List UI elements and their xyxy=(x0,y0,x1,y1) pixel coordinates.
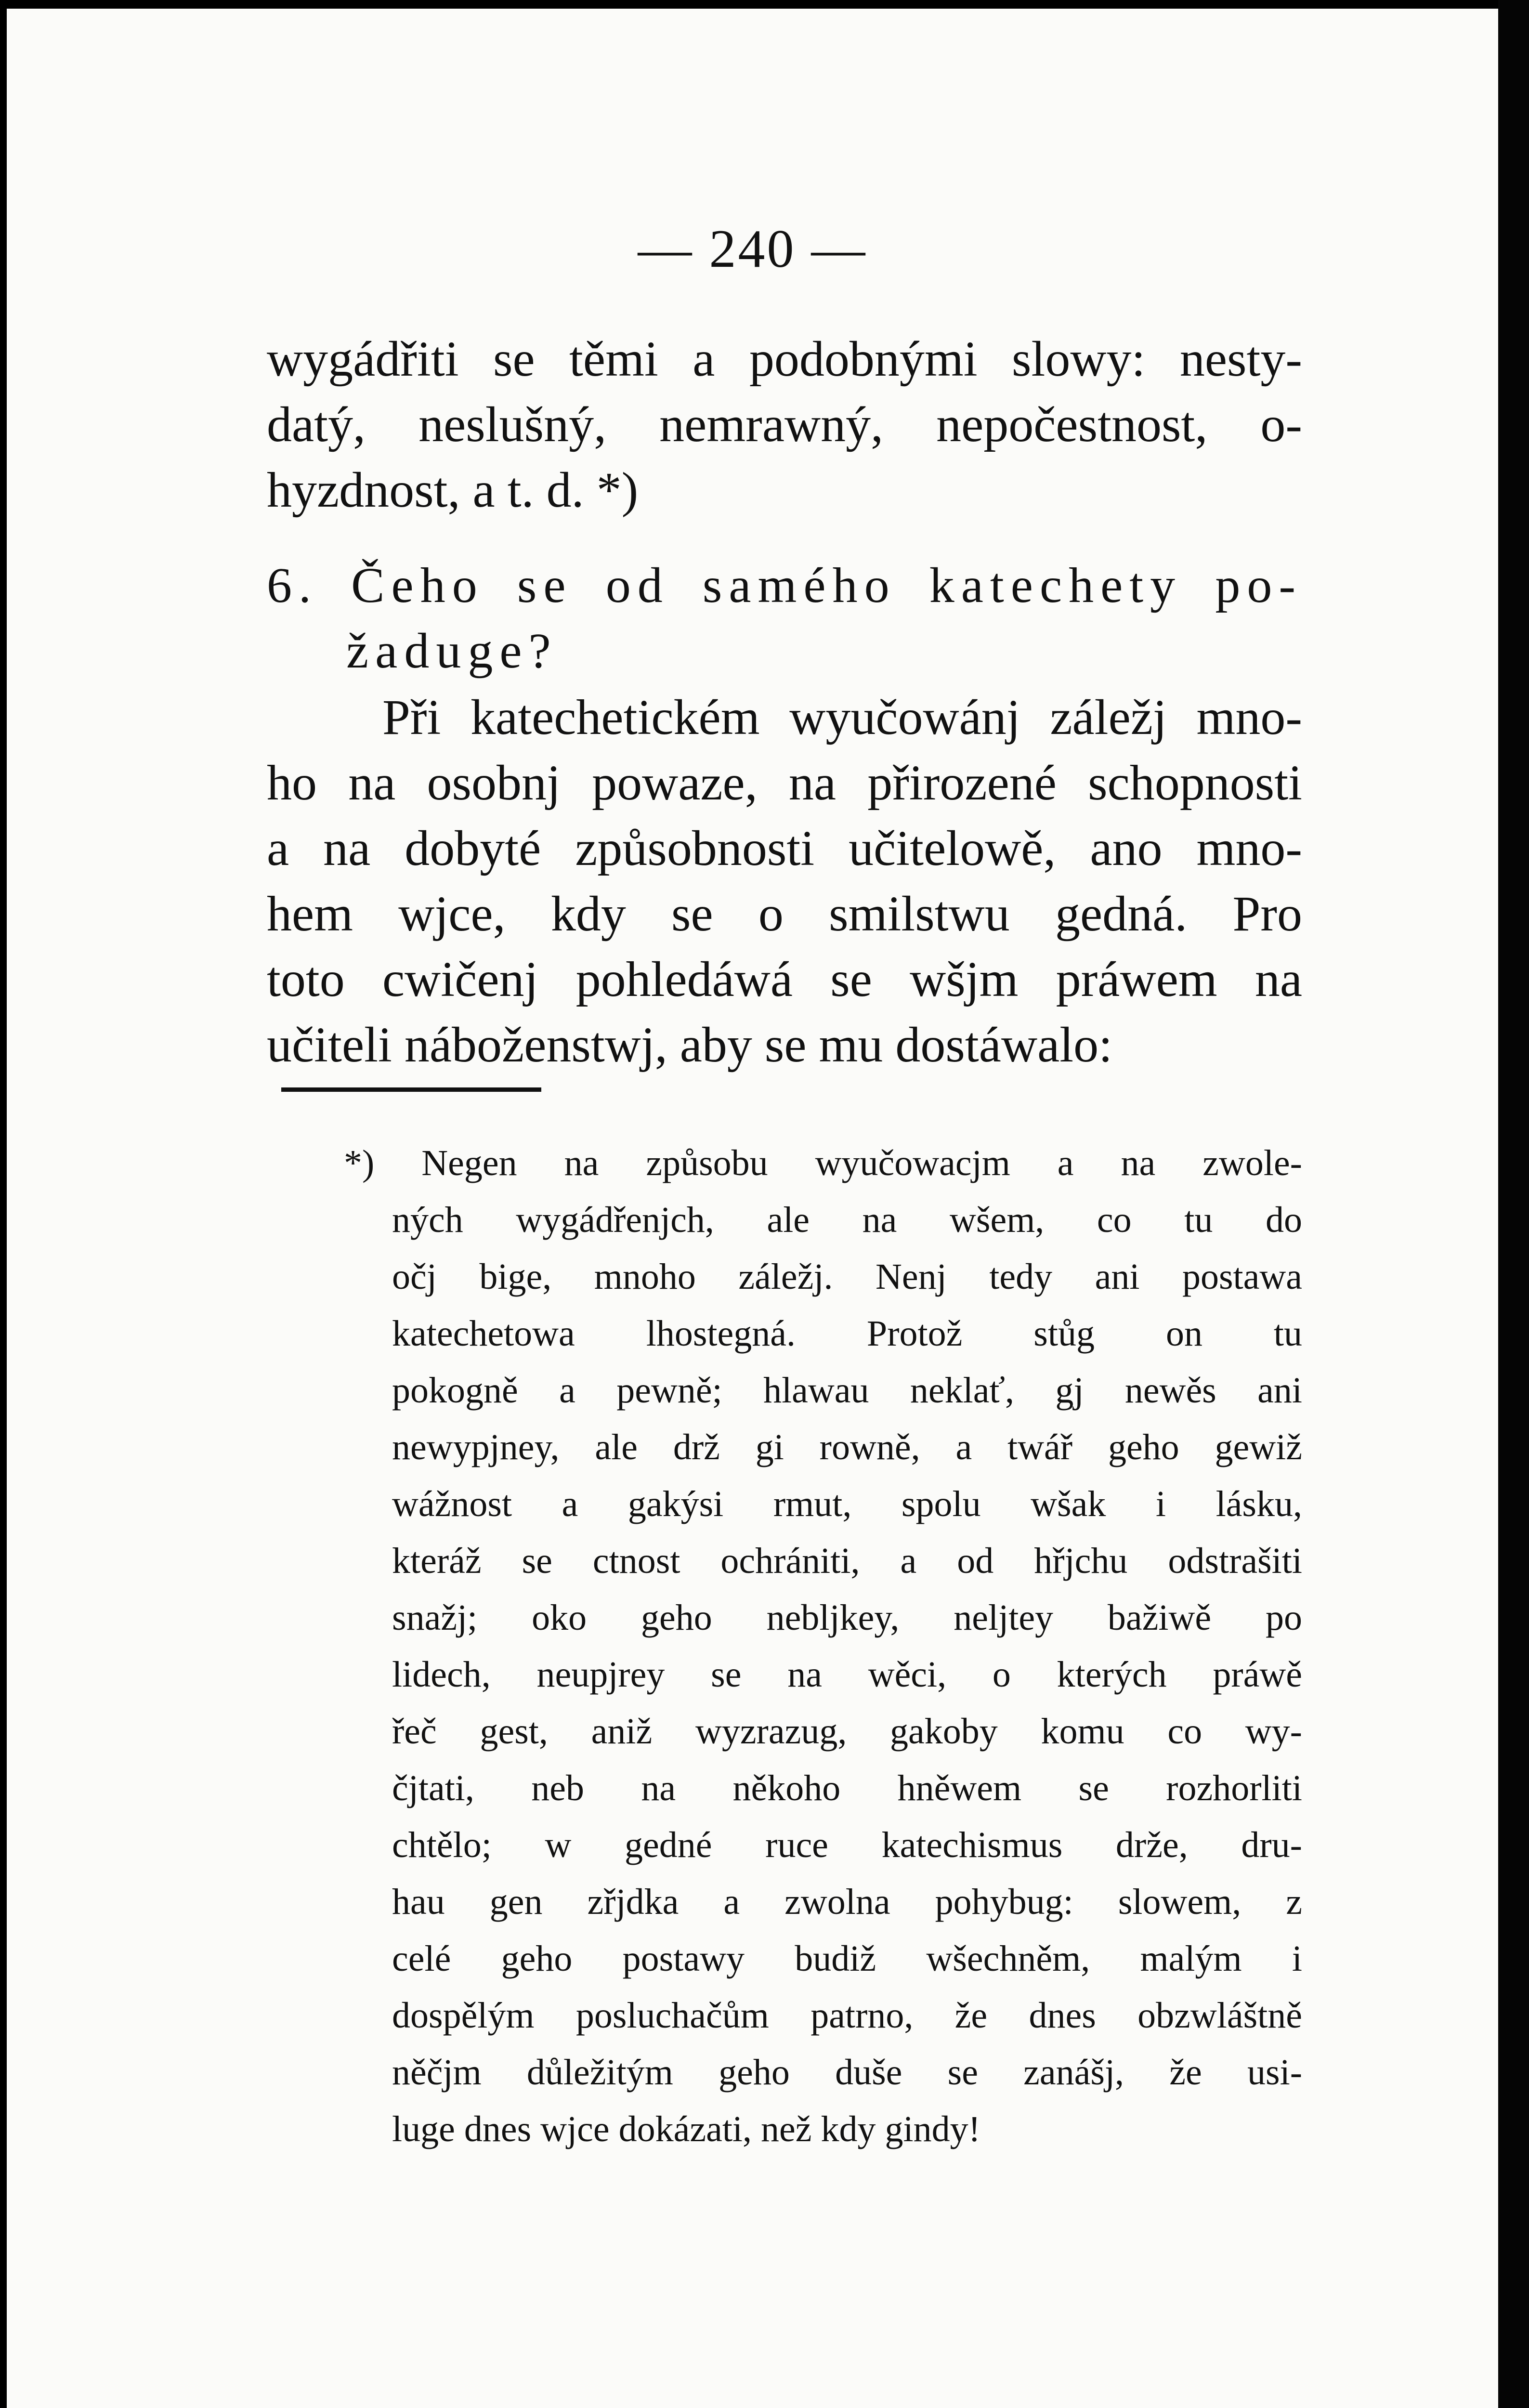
text-line: wygádřiti se těmi a podobnými slowy: nesty- xyxy=(267,331,1302,387)
text-line: hyzdnost, a t. d. *) xyxy=(267,462,639,518)
footnote-line: lidech, neupjrey se na wěci, o kterých práwě xyxy=(392,1654,1302,1695)
footnote-line: snažj; oko geho nebljkey, neljtey bažiwě po xyxy=(392,1597,1302,1638)
footnote-line: řeč gest, aniž wyzrazug, gakoby komu co wy- xyxy=(392,1711,1302,1752)
footnote-line: pokogně a pewně; hlawau neklať, gj newěs ani xyxy=(392,1370,1302,1411)
footnote-line: wážnost a gakýsi rmut, spolu wšak i lásku, xyxy=(392,1484,1302,1524)
page-edge xyxy=(1498,0,1529,2408)
footnote-line: chtělo; w gedné ruce katechismus drže, dru- xyxy=(392,1825,1302,1865)
text-line: hem wjce, kdy se o smilstwu gedná. Pro xyxy=(267,886,1302,942)
footnote-line: luge dnes wjce dokázati, než kdy gindy! xyxy=(392,2109,980,2149)
footnote-line: celé geho postawy budiž wšechněm, malým i xyxy=(392,1938,1302,1979)
book-page xyxy=(7,9,1498,2408)
continuation-text xyxy=(267,327,1302,523)
footnote-line: něčjm důležitým geho duše se zanášj, že usi- xyxy=(392,2052,1302,2093)
footnote-line: katechetowa lhostegná. Protož stůg on tu xyxy=(392,1313,1302,1354)
text-line: toto cwičenj pohledáwá se wšjm práwem na xyxy=(267,952,1302,1007)
text-line: datý, neslušný, nemrawný, nepočestnost, o- xyxy=(267,397,1302,452)
page-number: — 240 — xyxy=(638,219,867,279)
text-line: Při katechetickém wyučowánj záležj mno- xyxy=(382,690,1302,745)
footnote-line: *) Negen na způsobu wyučowacjm a na zwole- xyxy=(344,1143,1302,1183)
footnote xyxy=(344,1135,1302,2158)
question-heading xyxy=(267,553,1302,684)
footnote-line: očj bige, mnoho záležj. Nenj tedy ani postawa xyxy=(392,1256,1302,1297)
footnote-line: hau gen zřjdka a zwolna pohybug: slowem, z xyxy=(392,1882,1302,1922)
body-paragraph xyxy=(267,685,1302,1078)
footnote-line: newypjney, ale drž gi rowně, a twář geho gewiž xyxy=(392,1427,1302,1467)
question-line: 6. Čeho se od samého katechety po- xyxy=(267,558,1302,613)
footnote-line: dospělým posluchačům patrno, že dnes obzwláštně xyxy=(392,1995,1302,2036)
text-line: učiteli náboženstwj, aby se mu dostáwalo: xyxy=(267,1017,1113,1073)
footnote-divider xyxy=(281,1087,541,1092)
text-line: ho na osobnj powaze, na přirozené schopnosti xyxy=(267,755,1302,811)
question-line: žaduge? xyxy=(346,623,558,679)
footnote-line: kteráž se ctnost ochrániti, a od hřjchu odstrašiti xyxy=(392,1541,1302,1581)
footnote-line: čjtati, neb na někoho hněwem se rozhorliti xyxy=(392,1768,1302,1808)
footnote-line: ných wygádřenjch, ale na wšem, co tu do xyxy=(392,1200,1302,1240)
text-line: a na dobyté způsobnosti učitelowě, ano mno- xyxy=(267,821,1302,876)
